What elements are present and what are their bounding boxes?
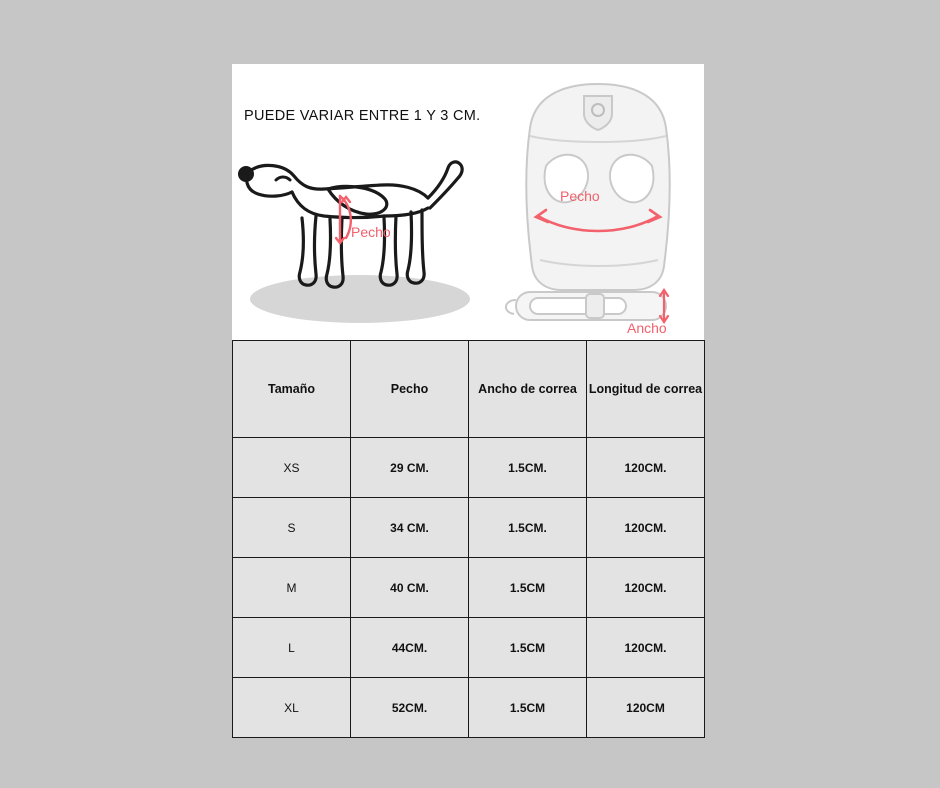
- cell-size: S: [233, 498, 351, 558]
- variation-note: PUEDE VARIAR ENTRE 1 Y 3 CM.: [244, 108, 481, 124]
- table-row: [233, 438, 705, 498]
- cell-pecho: 44CM.: [351, 618, 469, 678]
- header-tamano: Tamaño: [233, 341, 351, 438]
- cell-size: XS: [233, 438, 351, 498]
- illustration-panel: [232, 64, 704, 340]
- cell-longitud: 120CM.: [587, 558, 705, 618]
- ground-shadow-ellipse: [250, 275, 470, 323]
- table-row: [233, 618, 705, 678]
- table-row: [233, 498, 705, 558]
- cell-ancho: 1.5CM.: [469, 498, 587, 558]
- cell-longitud: 120CM.: [587, 498, 705, 558]
- size-guide-sheet: [232, 64, 704, 738]
- table-header-row: [233, 341, 705, 438]
- dog-nose: [238, 166, 254, 182]
- cell-longitud: 120CM.: [587, 618, 705, 678]
- harness-illustration: [494, 70, 704, 340]
- header-longitud-correa: Longitud de correa: [587, 341, 705, 438]
- size-table: [232, 340, 705, 738]
- strap-width-label: Ancho: [627, 320, 667, 336]
- cell-ancho: 1.5CM: [469, 678, 587, 738]
- cell-size: XL: [233, 678, 351, 738]
- cell-size: L: [233, 618, 351, 678]
- cell-longitud: 120CM: [587, 678, 705, 738]
- harness-chest-label: Pecho: [560, 188, 600, 204]
- dog-illustration: [232, 144, 494, 334]
- cell-size: M: [233, 558, 351, 618]
- cell-ancho: 1.5CM.: [469, 438, 587, 498]
- cell-pecho: 40 CM.: [351, 558, 469, 618]
- cell-ancho: 1.5CM: [469, 558, 587, 618]
- cell-ancho: 1.5CM: [469, 618, 587, 678]
- cell-pecho: 29 CM.: [351, 438, 469, 498]
- size-table-container: [232, 340, 704, 738]
- header-ancho-correa: Ancho de correa: [469, 341, 587, 438]
- table-row: [233, 678, 705, 738]
- cell-pecho: 34 CM.: [351, 498, 469, 558]
- header-pecho: Pecho: [351, 341, 469, 438]
- table-row: [233, 558, 705, 618]
- dog-chest-label: Pecho: [351, 224, 391, 240]
- cell-longitud: 120CM.: [587, 438, 705, 498]
- cell-pecho: 52CM.: [351, 678, 469, 738]
